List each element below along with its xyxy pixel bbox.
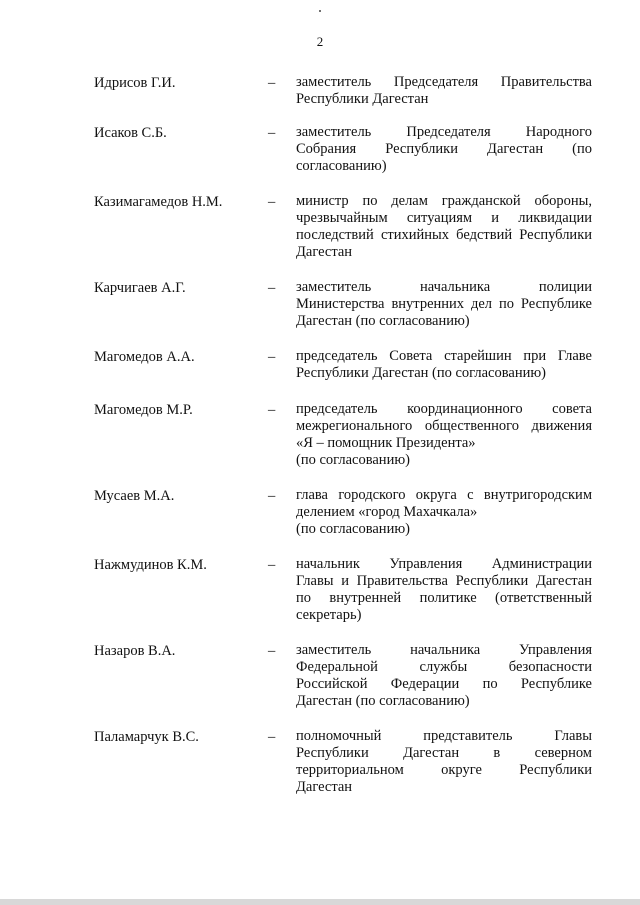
role-line: последствий стихийных бедствий Республики xyxy=(296,227,592,243)
role-line: делением «город Махачкала» xyxy=(296,504,478,520)
member-name: Магомедов М.Р. xyxy=(94,402,193,418)
member-role xyxy=(296,74,592,108)
entry-dash: – xyxy=(268,729,276,745)
role-line: Дагестан (по согласованию) xyxy=(296,313,470,329)
role-line: секретарь) xyxy=(296,607,362,623)
role-line: Дагестан (по согласованию) xyxy=(296,693,470,709)
member-name: Карчигаев А.Г. xyxy=(94,280,186,296)
role-line: Дагестан xyxy=(296,779,353,795)
role-line: Республики Дагестан в северном xyxy=(296,745,592,761)
member-name: Казимагамедов Н.М. xyxy=(94,194,223,210)
entry-dash: – xyxy=(268,349,276,365)
role-line: начальник Управления Администрации xyxy=(296,556,592,572)
member-role xyxy=(296,193,592,261)
member-name: Нажмудинов К.М. xyxy=(94,557,207,573)
role-line: Республики Дагестан xyxy=(296,91,429,107)
role-line: председатель координационного совета xyxy=(296,401,592,417)
member-name: Мусаев М.А. xyxy=(94,488,175,504)
entry-dash: – xyxy=(268,488,276,504)
entry-dash: – xyxy=(268,402,276,418)
role-line: заместитель Председателя Народного xyxy=(296,124,592,140)
role-line: (по согласованию) xyxy=(296,521,410,537)
entry-dash: – xyxy=(268,194,276,210)
scan-speck xyxy=(319,10,321,12)
role-line: полномочный представитель Главы xyxy=(296,728,592,744)
role-line: председатель Совета старейшин при Главе xyxy=(296,348,592,364)
role-line: по внутренней политике (ответственный xyxy=(296,590,592,606)
member-role xyxy=(296,401,592,469)
entry-dash: – xyxy=(268,557,276,573)
member-role xyxy=(296,487,592,538)
role-line: Дагестан xyxy=(296,244,353,260)
member-name: Исаков С.Б. xyxy=(94,125,167,141)
role-line: территориальном округе Республики xyxy=(296,762,592,778)
role-line: чрезвычайным ситуациям и ликвидации xyxy=(296,210,592,226)
role-line: (по согласованию) xyxy=(296,452,410,468)
member-role xyxy=(296,348,592,382)
entry-dash: – xyxy=(268,75,276,91)
role-line: заместитель Председателя Правительства xyxy=(296,74,592,90)
member-role xyxy=(296,279,592,330)
role-line: Собрания Республики Дагестан (по xyxy=(296,141,592,157)
role-line: министр по делам гражданской обороны, xyxy=(296,193,592,209)
role-line: Республики Дагестан (по согласованию) xyxy=(296,365,547,381)
member-name: Магомедов А.А. xyxy=(94,349,195,365)
page-number: 2 xyxy=(316,34,324,49)
role-line: Главы и Правительства Республики Дагестан xyxy=(296,573,592,589)
role-line: Федеральной службы безопасности xyxy=(296,659,592,675)
role-line: согласованию) xyxy=(296,158,387,174)
role-line: Российской Федерации по Республике xyxy=(296,676,592,692)
role-line: Министерства внутренних дел по Республике xyxy=(296,296,592,312)
entry-dash: – xyxy=(268,643,276,659)
member-name: Паламарчук В.С. xyxy=(94,729,199,745)
member-role xyxy=(296,642,592,710)
member-name: Назаров В.А. xyxy=(94,643,176,659)
scan-bottom-edge xyxy=(0,899,640,905)
role-line: заместитель начальника Управления xyxy=(296,642,592,658)
role-line: межрегионального общественного движения xyxy=(296,418,592,434)
entry-dash: – xyxy=(268,125,276,141)
role-line: заместитель начальника полиции xyxy=(296,279,592,295)
member-name: Идрисов Г.И. xyxy=(94,75,176,91)
member-role xyxy=(296,124,592,175)
member-role xyxy=(296,556,592,624)
role-line: глава городского округа с внутригородским xyxy=(296,487,592,503)
member-role xyxy=(296,728,592,796)
role-line: «Я – помощник Президента» xyxy=(296,435,476,451)
entry-dash: – xyxy=(268,280,276,296)
